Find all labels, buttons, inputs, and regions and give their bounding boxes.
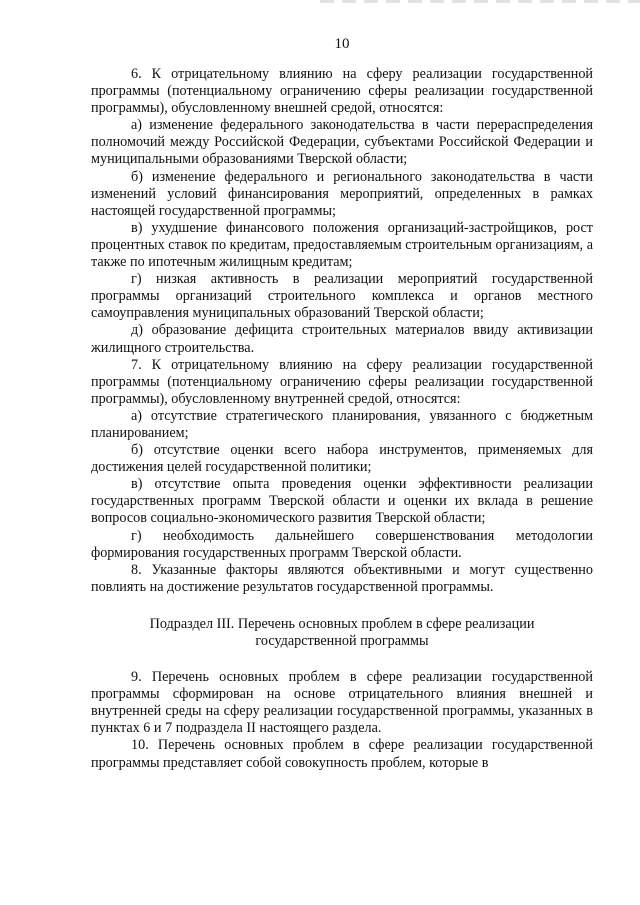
paragraph-6v: в) ухудшение финансового положения организаций-застройщиков, рост процентных ставок по кредитам, предоставляемым строительным организациям, а также по ипотечным жилищным кредитам; [91, 219, 593, 271]
document-body [91, 66, 593, 772]
paragraph-6b: б) изменение федерального и регионального законодательства в части изменений условий финансирования мероприятий, определенных в рамках настоящей государственной программы; [91, 168, 593, 219]
paragraph-7v: в) отсутствие опыта проведения оценки эффективности реализации государственных программ Тверской области и оценки их вклада в решение вопросов социально-экономического развития Тверской области; [91, 476, 593, 527]
page-number: 10 [334, 36, 350, 52]
section-heading [91, 616, 593, 650]
paragraph-7: 7. К отрицательному влиянию на сферу реализации государственной программы (потенциальному ограничению сферы реализации государственной программы), обусловленному внутренней средой, относятся: [91, 356, 593, 407]
scan-artifact [320, 0, 640, 3]
paragraph-7a: а) отсутствие стратегического планирования, увязанного с бюджетным планированием; [91, 407, 593, 441]
paragraph-7g: г) необходимость дальнейшего совершенствования методологии формирования государственных программ Тверской области. [91, 527, 593, 561]
section-heading-line1: Подраздел III. Перечень основных проблем в сфере реализации [149, 615, 535, 632]
paragraph-6: 6. К отрицательному влиянию на сферу реализации государственной программы (потенциальному ограничению сферы реализации государственной программы), обусловленному внешней средой, относятся: [91, 66, 593, 117]
paragraph-10: 10. Перечень основных проблем в сфере реализации государственной программы представляет собой совокупность проблем, которые в [91, 737, 593, 771]
paragraph-6d: д) образование дефицита строительных материалов ввиду активизации жилищного строительства. [91, 322, 593, 356]
paragraph-6a: а) изменение федерального законодательства в части перераспределения полномочий между Российской Федерации, субъектами Российской Федерации и муниципальными образованиями Тверской области; [91, 117, 593, 168]
paragraph-6g: г) низкая активность в реализации мероприятий государственной программы организаций строительного комплекса и органов местного самоуправления муниципальных образований Тверской области; [91, 271, 593, 322]
paragraph-9: 9. Перечень основных проблем в сфере реализации государственной программы сформирован на основе отрицательного влияния внешней и внутренней среды на сферу реализации государственной программы, указанных в пунктах 6 и 7 подраздела II настоящего раздела. [91, 669, 593, 737]
section-heading-line2: государственной программы [255, 633, 429, 649]
paragraph-8: 8. Указанные факторы являются объективными и могут существенно повлиять на достижение результатов государственной программы. [91, 561, 593, 595]
paragraph-7b: б) отсутствие оценки всего набора инструментов, применяемых для достижения целей государственной политики; [91, 442, 593, 476]
